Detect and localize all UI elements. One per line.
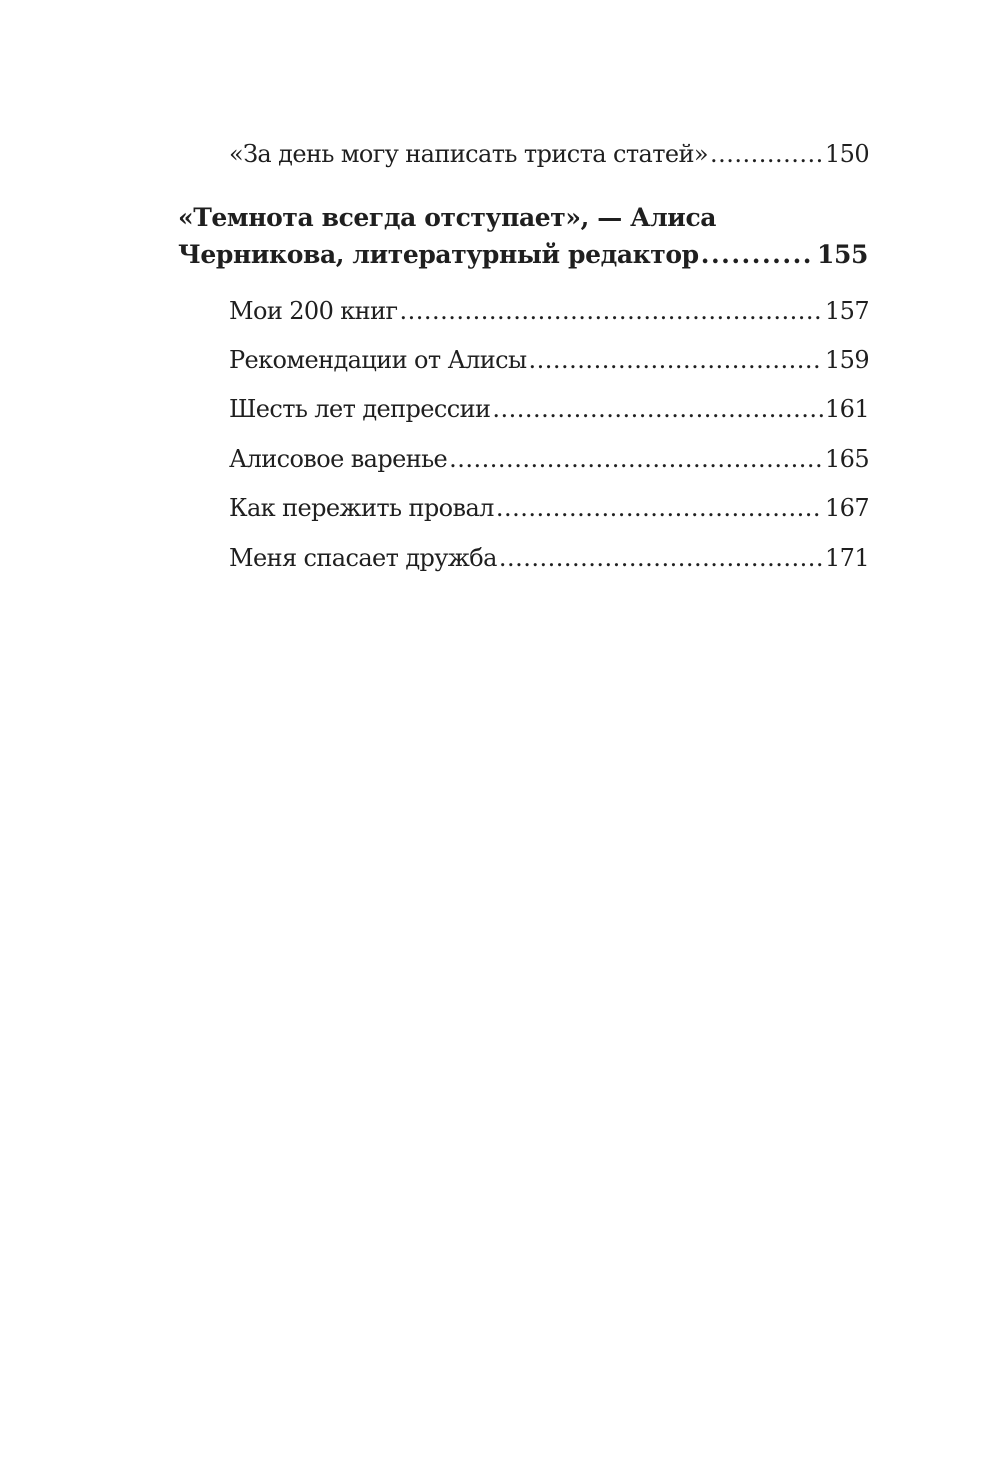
toc-entry-title: «За день могу написать триста статей» <box>229 140 708 168</box>
toc-entry-title: Рекомендации от Алисы <box>229 346 527 374</box>
toc-entry-page: 161 <box>824 395 869 423</box>
toc-dot-leader <box>701 236 811 274</box>
toc-entry-page: 157 <box>824 297 869 325</box>
toc-entry-page: 159 <box>824 346 869 374</box>
toc-entry <box>229 442 869 476</box>
chapter-title-line2: Черникова, литературный редактор <box>178 240 699 269</box>
toc-entry-page: 165 <box>824 445 869 473</box>
chapter-title-line1: «Темнота всегда отступает», — Алиса <box>178 203 717 232</box>
toc-entry-title: Шесть лет депрессии <box>229 395 491 423</box>
toc-entry <box>229 541 869 575</box>
toc-entry-title: Мои 200 книг <box>229 297 398 325</box>
toc-entry-page: 171 <box>824 544 869 572</box>
toc-entry <box>229 294 869 328</box>
toc-entry <box>229 137 869 171</box>
toc-entry <box>229 392 869 426</box>
toc-dot-leader <box>492 392 823 426</box>
chapter-entry <box>178 236 868 274</box>
toc-entry-title: Меня спасает дружба <box>229 544 497 572</box>
toc-dot-leader <box>710 137 823 171</box>
toc-entry <box>229 491 869 525</box>
chapter-page: 155 <box>817 240 868 269</box>
toc-dot-leader <box>496 491 823 525</box>
toc-dot-leader <box>529 343 823 377</box>
toc-dot-leader <box>449 442 823 476</box>
toc-entry <box>229 343 869 377</box>
toc-dot-leader <box>399 294 823 328</box>
toc-entry-title: Как пережить провал <box>229 494 494 522</box>
toc-dot-leader <box>499 541 823 575</box>
toc-entry-page: 167 <box>824 494 869 522</box>
toc-entry-page: 150 <box>824 140 869 168</box>
toc-entry-title: Алисовое варенье <box>229 445 448 473</box>
